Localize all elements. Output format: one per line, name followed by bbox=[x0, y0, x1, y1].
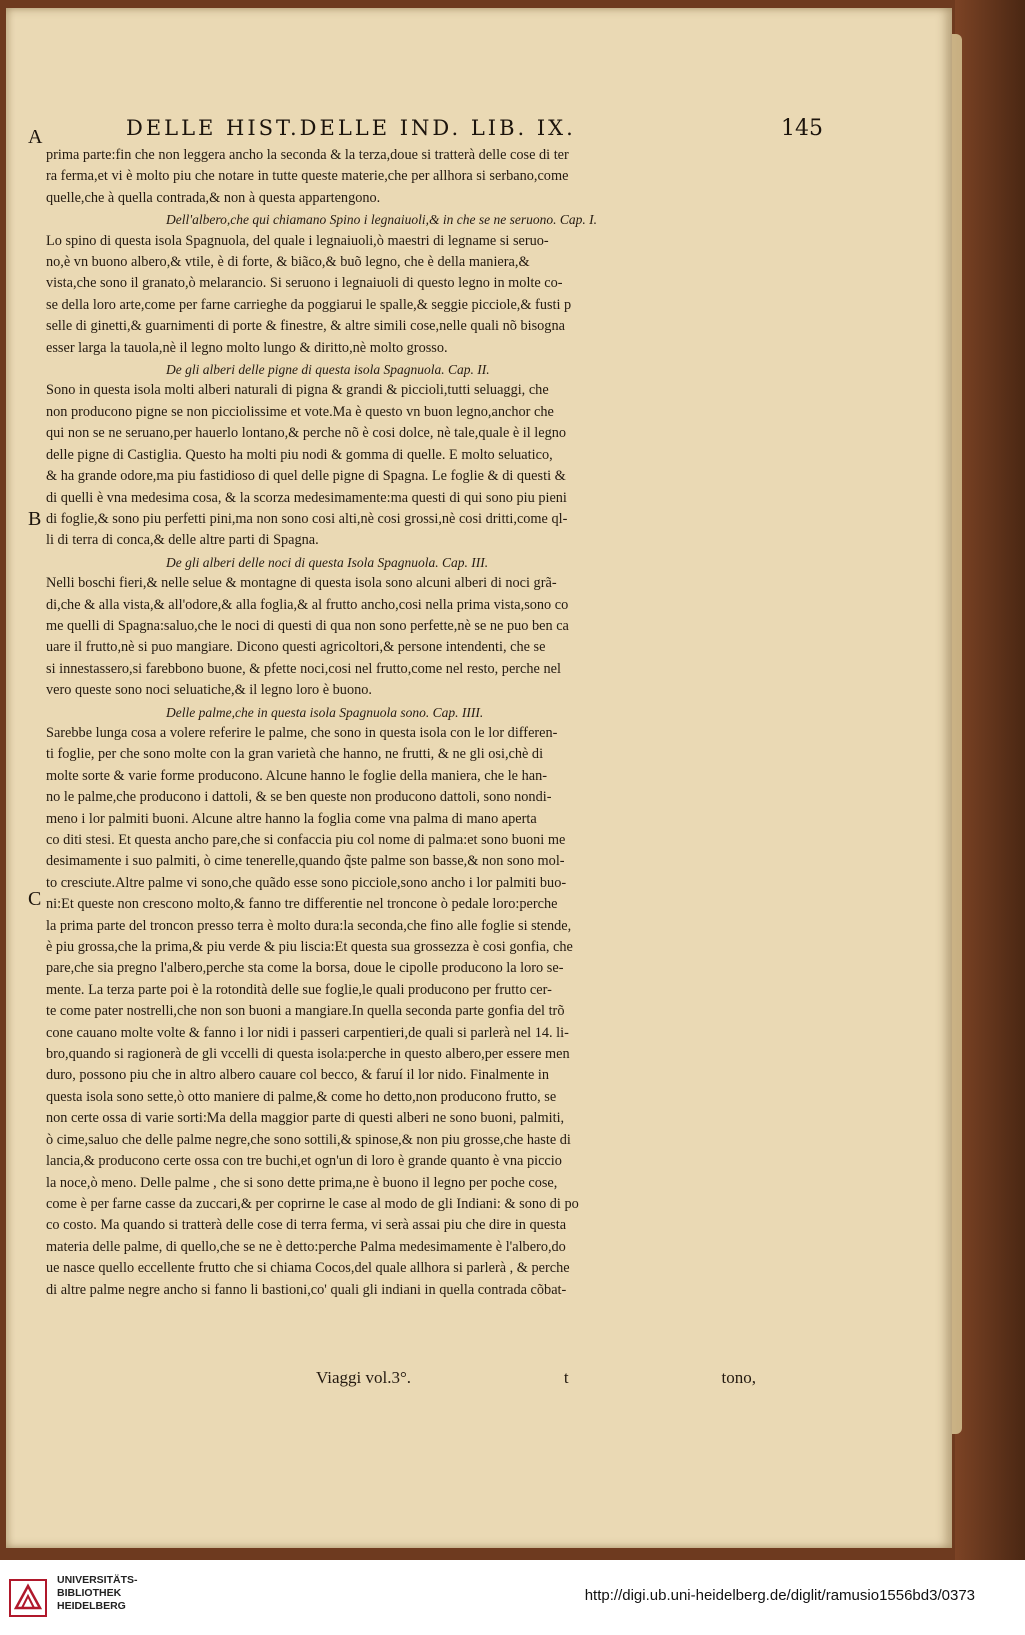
text-line: ò cime,saluo che delle palme negre,che sono sottili,& spinose,& non piu grosse,che haste di bbox=[46, 1131, 571, 1148]
text-line: no,è vn buono albero,& vtile, è di forte, & biãco,& buõ legno, che è della maniera,& bbox=[46, 254, 530, 271]
catchword: tono, bbox=[721, 1368, 756, 1387]
text-line: questa isola sono sette,ò otto maniere di palme,& come ho detto,non producono frutto, se bbox=[46, 1088, 557, 1105]
text-line: ti foglie, per che sono molte con la gran varietà che hanno, ne frutti, & ne gli osi,chè di bbox=[46, 746, 544, 763]
page-number: 145 bbox=[781, 116, 823, 141]
chapter-heading-text: Delle palme,che in questa isola Spagnuola sono. Cap. IIII. bbox=[166, 704, 484, 720]
university-logo-icon bbox=[8, 1578, 48, 1618]
text-line: to cresciute.Altre palme vi sono,che quãdo esse sono picciole,sono ancho i lor palmiti buo- bbox=[46, 874, 567, 891]
text-line: no le palme,che producono i dattoli, & se ben queste non producono dattoli, sono nondi- bbox=[46, 789, 552, 806]
text-line: li di terra di conca,& delle altre parti di Spagna. bbox=[46, 532, 319, 549]
gathering-mark: t bbox=[563, 1368, 569, 1387]
text-line: Lo spino di questa isola Spagnuola, del quale i legnaiuoli,ò maestri di legname si seruo- bbox=[46, 232, 549, 249]
text-line: ni:Et queste non crescono molto,& fanno tre differentie nel troncone ò pedale loro:perche bbox=[46, 896, 558, 913]
text-line: cone cauano molte volte & fanno i lor nidi i passeri carpentieri,de quali si parlerà nel 14. li- bbox=[46, 1024, 569, 1041]
text-line: vero queste sono noci seluatiche,& il legno loro è buono. bbox=[46, 682, 372, 699]
page-footer-line bbox=[316, 1368, 756, 1388]
text-line: te come pater nostrelli,che non son buoni a mangiare.In quella seconda parte gonfia del trõ bbox=[46, 1003, 565, 1020]
text-line: di quelli è vna medesima cosa, & la scorza medesimamente:ma questi di qui sono piu pieni bbox=[46, 489, 567, 506]
chapter-title bbox=[46, 359, 811, 380]
library-name: UNIVERSITÄTS- BIBLIOTHEK HEIDELBERG bbox=[57, 1574, 138, 1612]
text-line: & ha grande odore,ma piu fastidioso di quel delle pigne di Spagna. Le foglie & di questi & bbox=[46, 468, 566, 485]
text-line: desimamente i suo palmiti, ò cime tenerelle,quando q̃ste palme son basse,& non sono mol- bbox=[46, 853, 565, 870]
chapter-heading-text: Dell'albero,che qui chiamano Spino i legnaiuoli,& in che se ne seruono. Cap. I. bbox=[166, 212, 597, 228]
text-line: Nelli boschi fieri,& nelle selue & montagne di questa isola sono alcuni alberi di noci grã- bbox=[46, 575, 557, 592]
text-line: la noce,ò meno. Delle palme , che si sono dette prima,ne è buono il legno per poche cose, bbox=[46, 1174, 558, 1191]
text-line: la prima parte del troncon presso terra è molto dura:la seconda,che fino alle foglie si stende, bbox=[46, 917, 572, 934]
chapter-title bbox=[46, 552, 811, 573]
text-line: Sarebbe lunga cosa a volere referire le palme, che sono in questa isola con le lor differen- bbox=[46, 724, 558, 741]
signature-line: Viaggi vol.3°. bbox=[316, 1368, 412, 1387]
text-line: quelle,che à quella contrada,& non à questa appartengono. bbox=[46, 189, 381, 206]
text-line: ra ferma,et vi è molto piu che notare in tutte queste materie,che per allhora si serbano,come bbox=[46, 168, 569, 185]
source-url-link[interactable]: http://digi.ub.uni-heidelberg.de/diglit/ramusio1556bd3/0373 bbox=[584, 1587, 975, 1604]
text-line: delle pigne di Castiglia. Questo ha molti piu nodi & gomma di quelle. E molto seluatico, bbox=[46, 446, 553, 463]
running-head: DELLE HIST.DELLE IND. LIB. IX. bbox=[126, 116, 576, 140]
text-line: bro,quando si ragionerà de gli vccelli di questa isola:perche in questo albero,per essere men bbox=[46, 1046, 570, 1063]
margin-letter-b: B bbox=[28, 508, 42, 530]
margin-letter-c: C bbox=[28, 888, 42, 910]
text-line: qui non se ne seruano,per hauerlo lontano,& perche nõ è cosi dolce, nè tale,quale è il legno bbox=[46, 425, 567, 442]
text-line: pare,che sia pregno l'albero,perche sta come la borsa, doue le cipolle producono la loro se- bbox=[46, 960, 564, 977]
text-line: co costo. Ma quando si tratterà delle cose di terra ferma, vi serà assai piu che dire in questa bbox=[46, 1217, 567, 1234]
text-line: come è per farne casse da zuccari,& per coprirne le case al modo de gli Indiani: & sono di po bbox=[46, 1195, 579, 1212]
text-line: di altre palme negre ancho si fanno li bastioni,co' quali gli indiani in quella contrada cõbat- bbox=[46, 1281, 567, 1298]
chapter-title bbox=[46, 702, 811, 723]
text-line: ue nasce quello eccellente frutto che si chiama Cocos,del quale allhora si parlerà , & perche bbox=[46, 1260, 570, 1277]
text-line: me quelli di Spagna:saluo,che le noci di questi di qua non sono perfette,nè se ne puo ben ca bbox=[46, 617, 569, 634]
page-text bbox=[46, 145, 811, 1301]
text-line: molte sorte & varie forme producono. Alcune hanno le foglie della maniera, che le han- bbox=[46, 767, 547, 784]
text-line: co diti stesi. Et questa ancho pare,che si confaccia piu col nome di palma:et sono buoni me bbox=[46, 832, 566, 848]
text-line: meno i lor palmiti buoni. Alcune altre hanno la foglia come vna palma di mano aperta bbox=[46, 810, 537, 827]
text-line: se della loro arte,come per farne carrieghe da poggiarui le spalle,& seggie picciole,& fusti p bbox=[46, 296, 572, 313]
viewer-footer bbox=[0, 1560, 1025, 1635]
text-line: Sono in questa isola molti alberi naturali di pigna & grandi & piccioli,tutti seluaggi, che bbox=[46, 382, 549, 399]
text-line: si innestassero,si farebbono buone, & pfette noci,cosi nel frutto,come nel resto, perche nel bbox=[46, 660, 561, 677]
book-edge bbox=[955, 0, 1025, 1560]
text-line: selle di ginetti,& guarnimenti di porte & finestre, & altre simili cose,nelle quali nõ bisogna bbox=[46, 318, 565, 335]
text-line: non certe ossa di varie sorti:Ma della maggior parte di questi alberi ne sono buoni, palmiti, bbox=[46, 1110, 565, 1127]
text-line: mente. La terza parte poi è la rotondità delle sue foglie,le quali producono per frutto cer- bbox=[46, 981, 552, 998]
margin-letter-a: A bbox=[28, 126, 43, 148]
text-line: lancia,& producono certe ossa con tre buchi,et ogn'un di loro è grande quanto è vna piccio bbox=[46, 1153, 562, 1170]
text-line: duro, possono piu che in altro albero cauare col becco, & faruí il lor nido. Finalmente in bbox=[46, 1067, 550, 1084]
text-line: prima parte:fin che non leggera ancho la seconda & la terza,doue si tratterà delle cose di ter bbox=[46, 147, 569, 163]
text-line: non producono pigne se non picciolissime et vote.Ma è questo vn buon legno,anchor che bbox=[46, 403, 554, 420]
text-line: di foglie,& sono piu perfetti pini,ma non sono cosi alti,nè cosi grossi,nè cosi dritti,come ql- bbox=[46, 510, 568, 527]
chapter-heading-text: De gli alberi delle pigne di questa isola Spagnuola. Cap. II. bbox=[166, 362, 490, 378]
text-line: è piu grossa,che la prima,& piu verde & piu liscia:Et questa sua grossezza è cosi gonfia, che bbox=[46, 939, 573, 956]
chapter-heading-text: De gli alberi delle noci di questa Isola Spagnuola. Cap. III. bbox=[166, 554, 489, 570]
book-page bbox=[6, 8, 952, 1548]
text-line: vista,che sono il granato,ò melarancio. Si seruono i legnaiuoli di questo legno in molte co- bbox=[46, 275, 563, 292]
chapter-title bbox=[46, 209, 811, 230]
text-line: di,che & alla vista,& all'odore,& alla foglia,& al frutto ancho,cosi nella prima vista,sono co bbox=[46, 596, 569, 613]
text-line: materia delle palme, di quello,che se ne è detto:perche Palma medesimamente è l'albero,do bbox=[46, 1238, 566, 1255]
text-line: esser larga la tauola,nè il legno molto lungo & diritto,nè molto grosso. bbox=[46, 339, 448, 356]
text-line: uare il frutto,nè si puo mangiare. Dicono questi agricoltori,& persone intendenti, che se bbox=[46, 639, 546, 656]
